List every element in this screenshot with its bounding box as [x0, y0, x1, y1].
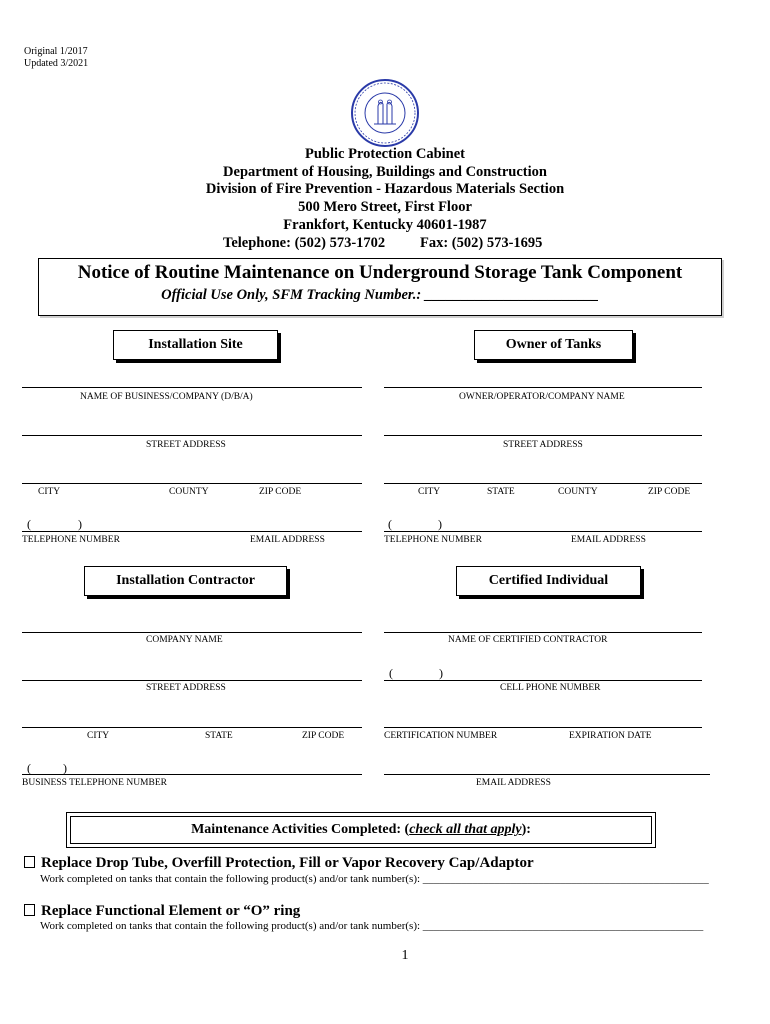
- owner-email-label: EMAIL ADDRESS: [571, 535, 646, 545]
- drop-tube-checkbox[interactable]: [24, 856, 35, 868]
- form-title: Notice of Routine Maintenance on Underground Storage Tank Component: [77, 262, 683, 283]
- updated-date: Updated 3/2021: [24, 58, 89, 69]
- owner-telephone-label: TELEPHONE NUMBER: [384, 535, 482, 545]
- expiration-date-label: EXPIRATION DATE: [569, 731, 652, 741]
- tracking-number-label: Official Use Only, SFM Tracking Number.: ________________________: [161, 287, 599, 303]
- certified-area-code-close: ): [439, 666, 443, 680]
- owner-city-state-field[interactable]: [384, 483, 702, 484]
- owner-state-label: STATE: [487, 487, 515, 497]
- owner-name-field[interactable]: [384, 387, 702, 388]
- contractor-city-state-zip-field[interactable]: [22, 727, 362, 728]
- agency-fax: Fax: (502) 573-1695: [420, 235, 543, 251]
- activity-functional-element-detail: Work completed on tanks that contain the following product(s) and/or tank number(s): ___________________________________________________: [40, 920, 704, 932]
- site-area-code-open: (: [27, 517, 31, 531]
- owner-street-field[interactable]: [384, 435, 702, 436]
- contractor-telephone-label: BUSINESS TELEPHONE NUMBER: [22, 778, 167, 788]
- site-street-field[interactable]: [22, 435, 362, 436]
- certified-name-field[interactable]: [384, 632, 702, 633]
- contractor-zip-label: ZIP CODE: [302, 731, 345, 741]
- business-name-label: NAME OF BUSINESS/COMPANY (D/B/A): [80, 392, 253, 402]
- installation-site-heading: Installation Site: [113, 330, 278, 360]
- owner-zip-label: ZIP CODE: [648, 487, 691, 497]
- contractor-company-field[interactable]: [22, 632, 362, 633]
- page-number: 1: [401, 948, 409, 963]
- site-zip-label: ZIP CODE: [259, 487, 302, 497]
- certified-cell-label: CELL PHONE NUMBER: [500, 683, 601, 693]
- contractor-phone-field[interactable]: [22, 774, 362, 775]
- site-area-code-close: ): [78, 517, 82, 531]
- contractor-area-code-open: (: [27, 761, 31, 775]
- contractor-company-label: COMPANY NAME: [146, 635, 223, 645]
- agency-department: Department of Housing, Buildings and Construction: [223, 164, 547, 180]
- contractor-area-code-close: ): [63, 761, 67, 775]
- agency-telephone: Telephone: (502) 573-1702: [223, 235, 386, 251]
- contractor-state-label: STATE: [205, 731, 233, 741]
- site-street-label: STREET ADDRESS: [146, 440, 226, 450]
- activity-functional-element-label: Replace Functional Element or “O” ring: [41, 903, 301, 919]
- agency-city: Frankfort, Kentucky 40601-1987: [283, 217, 487, 233]
- maintenance-heading-prefix: Maintenance Activities Completed: (: [191, 822, 410, 837]
- certified-name-label: NAME OF CERTIFIED CONTRACTOR: [448, 635, 608, 645]
- certified-number-date-field[interactable]: [384, 727, 702, 728]
- certified-email-label: EMAIL ADDRESS: [476, 778, 551, 788]
- owner-name-label: OWNER/OPERATOR/COMPANY NAME: [459, 392, 625, 402]
- site-county-label: COUNTY: [169, 487, 209, 497]
- activity-drop-tube: [24, 855, 534, 872]
- activity-drop-tube-label: Replace Drop Tube, Overfill Protection, Fill or Vapor Recovery Cap/Adaptor: [41, 855, 534, 871]
- owner-heading: Owner of Tanks: [474, 330, 633, 360]
- owner-area-code-close: ): [438, 517, 442, 531]
- agency-street: 500 Mero Street, First Floor: [298, 199, 472, 215]
- certified-individual-heading: Certified Individual: [456, 566, 641, 596]
- agency-cabinet: Public Protection Cabinet: [304, 146, 466, 162]
- activity-functional-element: [24, 903, 300, 920]
- owner-phone-email-field[interactable]: [384, 531, 702, 532]
- maintenance-heading-emphasis: check all that apply: [409, 822, 522, 837]
- contractor-street-field[interactable]: [22, 680, 362, 681]
- activity-drop-tube-detail: Work completed on tanks that contain the following product(s) and/or tank number(s): ____________________________________________________: [40, 873, 709, 885]
- owner-street-label: STREET ADDRESS: [503, 440, 583, 450]
- contractor-street-label: STREET ADDRESS: [146, 683, 226, 693]
- site-email-label: EMAIL ADDRESS: [250, 535, 325, 545]
- maintenance-heading-suffix: ):: [521, 822, 531, 837]
- owner-city-label: CITY: [418, 487, 441, 497]
- installation-contractor-heading: Installation Contractor: [84, 566, 287, 596]
- functional-element-checkbox[interactable]: [24, 904, 35, 916]
- owner-county-label: COUNTY: [558, 487, 598, 497]
- maintenance-heading: [70, 816, 652, 844]
- site-phone-email-field[interactable]: [22, 531, 362, 532]
- site-city-label: CITY: [38, 487, 61, 497]
- original-date: Original 1/2017: [24, 46, 88, 57]
- business-name-field[interactable]: [22, 387, 362, 388]
- agency-division: Division of Fire Prevention - Hazardous Materials Section: [205, 181, 565, 197]
- certified-cell-field[interactable]: [384, 680, 702, 681]
- certified-email-field[interactable]: [384, 774, 710, 775]
- state-seal-icon: [350, 78, 420, 148]
- site-telephone-label: TELEPHONE NUMBER: [22, 535, 120, 545]
- contractor-city-label: CITY: [87, 731, 110, 741]
- site-city-county-zip-field[interactable]: [22, 483, 362, 484]
- owner-area-code-open: (: [388, 517, 392, 531]
- certified-area-code-open: (: [389, 666, 393, 680]
- certification-number-label: CERTIFICATION NUMBER: [384, 731, 498, 741]
